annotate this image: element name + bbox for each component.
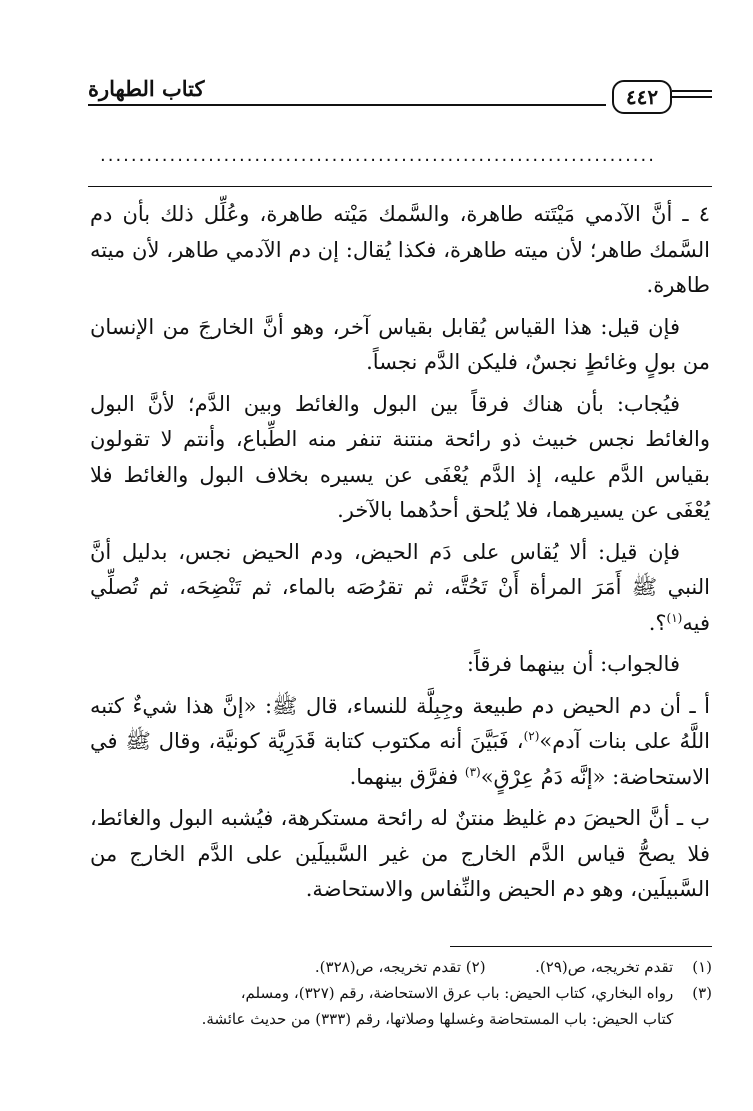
page-number: ٤٤٢ — [612, 80, 672, 114]
footnote-line — [90, 954, 712, 980]
paragraph: فيُجاب: بأن هناك فرقاً بين البول والغائط وبين الدَّم؛ لأنَّ البول والغائط نجس خبيث ذو رائحة منتنة تنفر منه الطِّباع، وأنتم لا تقولون بقياس الدَّم عليه، إذ الدَّم يُعْفَى عن يسيره بخلاف البول والغائط فلا يُعْفَى عن يسيرهما، فلا يُلحق أحدُهما بالآخر. — [90, 391, 710, 522]
footnote-text: رواه البخاري، كتاب الحيض: باب عرق الاستحاضة، رقم (٣٢٧)، ومسلم، — [240, 984, 674, 1002]
content-top-rule — [88, 186, 712, 187]
paragraph: ٤ ـ أنَّ الآدمي مَيْتَته طاهرة، والسَّمك مَيْته طاهرة، وعُلِّل ذلك بأن دم السَّمك طاهر؛ لأن ميته طاهرة، فكذا يُقال: إن دم الآدمي طاهر، لأن ميته طاهرة. — [90, 202, 710, 297]
paragraph — [90, 535, 710, 642]
footnote-text: تقدم تخريجه، ص(٢٩). — [535, 958, 674, 976]
header-rule-right — [672, 90, 712, 92]
footnote-ref: (٢) — [523, 729, 540, 743]
footnote-number: (١) — [692, 958, 712, 976]
footnote-line — [90, 1006, 712, 1032]
paragraph: فالجواب: أن بينهما فرقاً: — [466, 652, 680, 676]
footnotes — [90, 954, 712, 1032]
paragraph-text: فإن قيل: ألا يُقاس على دَم الحيض، ودم الحيض نجس، بدليل أنَّ النبي ﷺ أَمَرَ المرأة أَنْ تَحُتَّه، ثم تقرُصَه بالماء، ثم تَنْضِحَه، ثم تُصلِّي فيه — [90, 539, 710, 635]
footnote-text: كتاب الحيض: باب المستحاضة وغسلها وصلاتها، رقم (٣٣٣) من حديث عائشة. — [201, 1010, 674, 1028]
footnote-ref: (٣) — [464, 764, 481, 779]
paragraph-text: ، فَبَيَّنَ أنه مكتوب كتابة قَدَرِيَّة كونيَّة، وقال ﷺ في الاستحاضة: «إنَّه دَمُ عِرْقٍ» — [90, 729, 710, 789]
footnote-line — [90, 980, 712, 1006]
paragraph-text: ففرَّق بينهما. — [349, 764, 465, 789]
footnote-number: (٣) — [692, 984, 712, 1002]
footnote-ref: (١) — [666, 610, 683, 625]
footnote-rule — [450, 946, 712, 947]
footnote-number: (٢) — [465, 958, 486, 976]
paragraph-text: أ ـ أن دم الحيض دم طبيعة وجِبِلَّة للنساء، قال ﷺ: «إنَّ هذا شيءٌ كتبه اللَّهُ على بنات آدم» — [90, 693, 711, 753]
paragraph: ب ـ أنَّ الحيضَ دم غليظ منتنٌ له رائحة مستكرهة، فيُشبه البول والغائط، فلا يصحُّ قياس الدَّم الخارج من غير السَّبيلَين على الدَّم الخارج من السَّبيلَين، وهو دم الحيض والنِّفاس والاستحاضة. — [90, 806, 710, 901]
dotted-separator: ........................................................................ — [100, 146, 656, 166]
main-text — [90, 197, 710, 914]
paragraph — [90, 689, 710, 796]
book-title: كتاب الطهارة — [88, 76, 205, 101]
header-rule-right-2 — [672, 96, 712, 98]
paragraph: فإن قيل: هذا القياس يُقابل بقياس آخر، وهو أنَّ الخارجَ من الإنسان من بولٍ وغائطٍ نجسٌ، فليكن الدَّم نجساً. — [90, 314, 710, 374]
paragraph-text: ؟. — [648, 610, 667, 635]
header-rule-left — [88, 104, 606, 106]
footnote-text: تقدم تخريجه، ص(٣٢٨). — [314, 958, 462, 976]
